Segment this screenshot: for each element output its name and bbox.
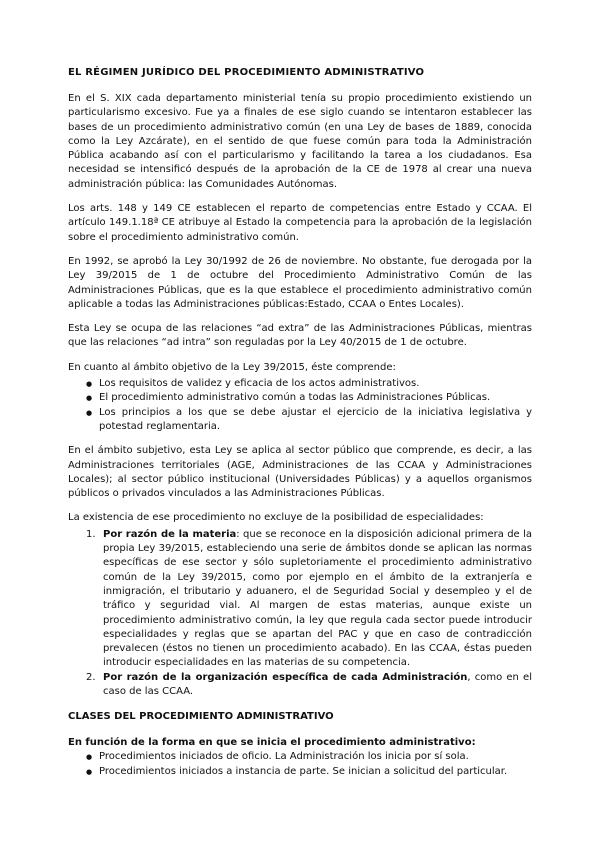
- list-item: ● Los principios a los que se debe ajustar el ejercicio de la iniciativa legislativa y potestad reglamentaria.: [68, 406, 532, 435]
- paragraph-law-39-2015: En 1992, se aprobó la Ley 30/1992 de 26 de noviembre. No obstante, fue derogada por la Ley 39/2015 de 1 de octubre del Procedimiento Administrativo Común de las Administraciones Públicas, que es la que establece el procedimiento administrativo común aplicable a todas las Administraciones públicas:Estado, CCAA o Entes Locales).: [68, 255, 532, 310]
- paragraph-subjective-scope: En el ámbito subjetivo, esta Ley se aplica al sector público que comprende, es decir, a las Administraciones territoriales (AGE, Administraciones de las CCAA y Administraciones Locales); al sector público institucional (Universidades Públicas) y a aquellos organismos públicos o privados vinculados a las Administraciones Públicas.: [68, 445, 532, 500]
- list-item-number: 2.: [86, 671, 96, 683]
- list-item-heading: Por razón de la materia: [103, 528, 237, 540]
- subsection-title: En función de la forma en que se inicia el procedimiento administrativo:: [68, 737, 476, 749]
- list-item-number: 1.: [86, 528, 96, 540]
- list-item-text: : que se reconoce en la disposición adicional primera de la propia Ley 39/2015, estableciendo una serie de ámbitos donde se aplican las normas específicas de ese sector y sólo supletoriamente el procedimiento administrativo común de la Ley 39/2015, como por ejemplo en el ámbito de la extranjería e inmigración, el tributario y aduanero, el de Seguridad Social y desempleo y el de tráfico y seguridad vial. Al margen de estas materias, aunque existe un procedimiento administrativo común, la ley que regula cada sector puede introducir especialidades y reglas que se apartan del PAC y que en caso de contradicción prevalecen (éstos no tienen un procedimiento acabado). En las CCAA, éstas pueden introducir especialidades en las materias de su competencia.: [103, 528, 532, 669]
- paragraph-history: En el S. XIX cada departamento ministerial tenía su propio procedimiento existiendo un particularismo excesivo. Fue ya a finales de ese siglo cuando se intentaron establecer las bases de un procedimiento administrativo común (en una Ley de bases de 1889, conocida como la Ley Azcárate), en el sentido de que fuese común para toda la Administración Pública acabando así con el particularismo y facilitando la tarea a los ciudadanos. Esa necesidad se intensificó después de la aprobación de la CE de 1978 al crear una nueva administración pública: las Comunidades Autónomas.: [68, 93, 532, 190]
- list-item: ● Procedimientos iniciados a instancia de parte. Se inician a solicitud del particular.: [68, 765, 532, 779]
- document-title: EL RÉGIMEN JURÍDICO DEL PROCEDIMIENTO ADMINISTRATIVO: [68, 67, 425, 78]
- list-item: [68, 528, 532, 671]
- objective-scope-intro: En cuanto al ámbito objetivo de la Ley 39/2015, éste comprende:: [68, 361, 396, 373]
- list-item-text: , como en el caso de las CCAA.: [103, 671, 532, 697]
- procedure-types-list: [68, 750, 532, 779]
- specialties-list: [68, 528, 532, 700]
- list-item-heading: Por razón de la organización específica de cada Administración: [103, 671, 468, 683]
- specialties-intro: La existencia de ese procedimiento no excluye de la posibilidad de especialidades:: [68, 512, 484, 524]
- list-item: ● Los requisitos de validez y eficacia de los actos administrativos.: [68, 377, 532, 391]
- list-item: ● El procedimiento administrativo común a todas las Administraciones Públicas.: [68, 391, 532, 405]
- paragraph-competences: Los arts. 148 y 149 CE establecen el reparto de competencias entre Estado y CCAA. El artículo 149.1.18ª CE atribuye al Estado la competencia para la aprobación de la legislación sobre el procedimiento administrativo común.: [68, 203, 532, 243]
- paragraph-ad-extra: Esta Ley se ocupa de las relaciones “ad extra” de las Administraciones Públicas, mientras que las relaciones “ad intra” son reguladas por la Ley 40/2015 de 1 de octubre.: [68, 323, 532, 349]
- list-item: [68, 671, 532, 700]
- list-item: ● Procedimientos iniciados de oficio. La Administración los inicia por sí sola.: [68, 750, 532, 764]
- section-title: CLASES DEL PROCEDIMIENTO ADMINISTRATIVO: [68, 711, 334, 723]
- objective-scope-list: [68, 377, 532, 434]
